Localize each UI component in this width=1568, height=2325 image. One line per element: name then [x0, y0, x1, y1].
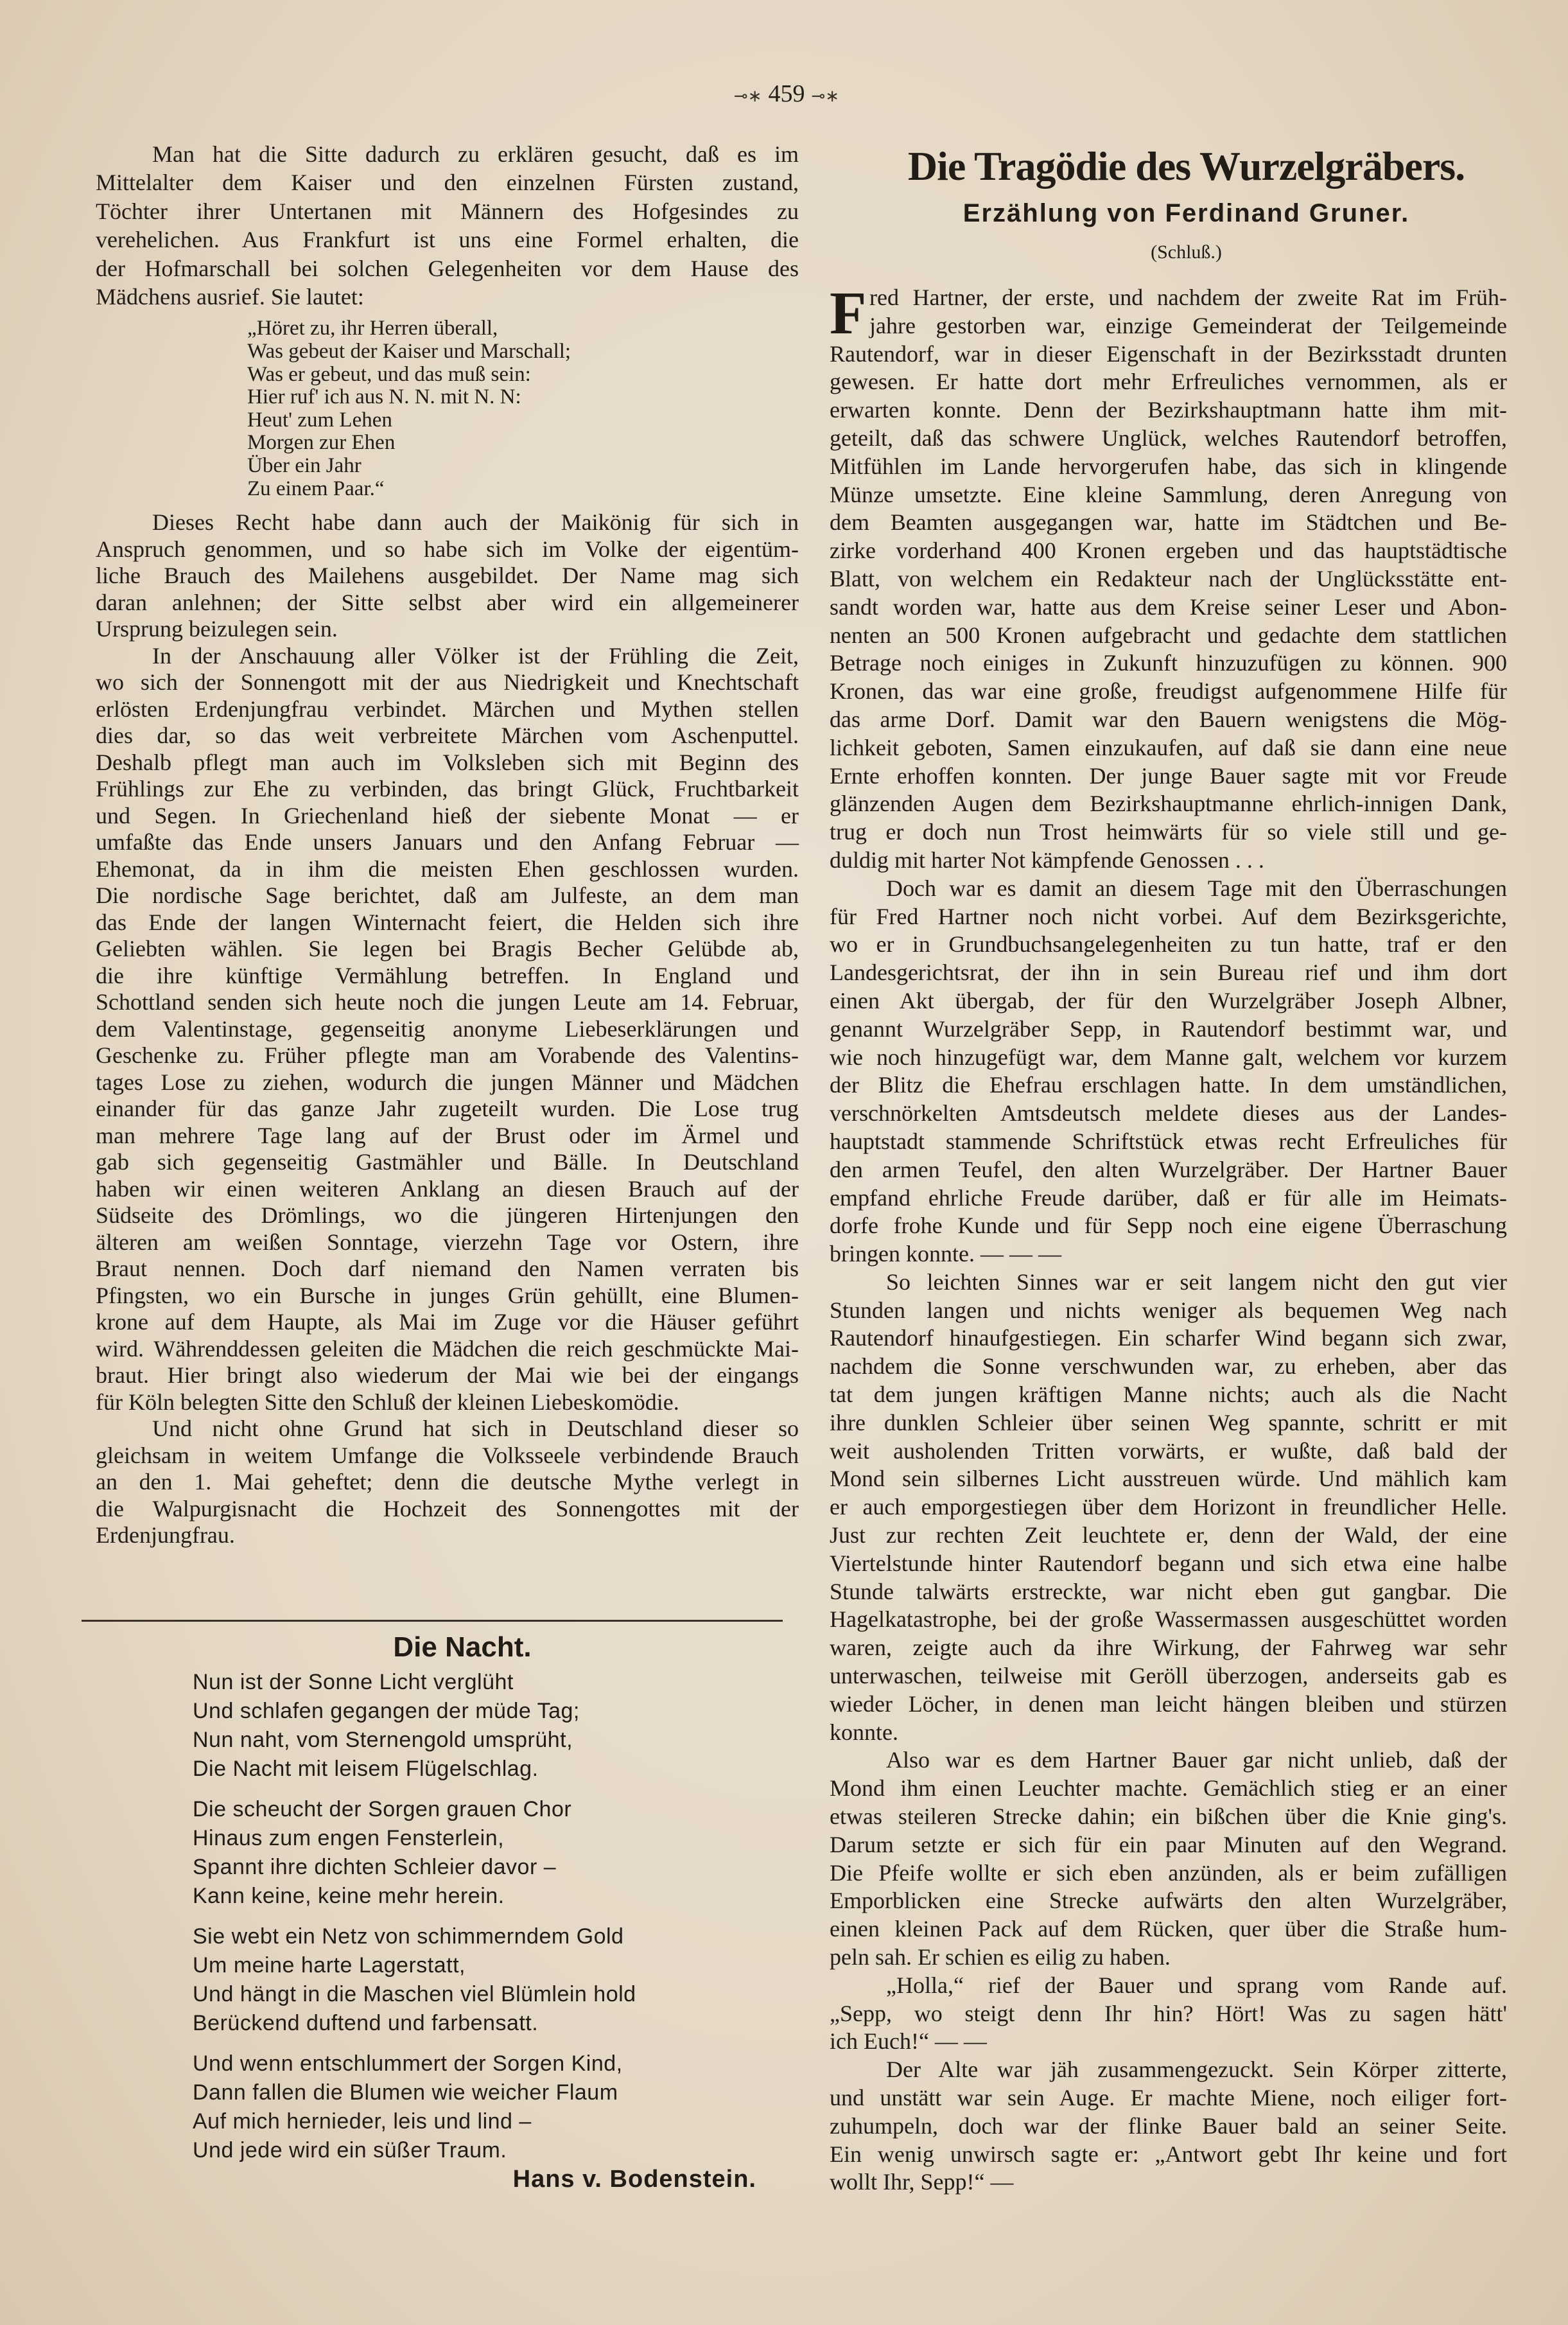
text-line: „Sepp, wo steigt denn Ihr hin? Hört! Was zu sagen hätt'	[830, 2000, 1507, 2026]
text-line: liche Brauch des Mailehens ausgebildet. Der Name mag sich	[96, 563, 799, 589]
verse-line: Morgen zur Ehen	[247, 431, 396, 455]
left-paragraph-1	[96, 140, 799, 311]
text-line: tages Lose zu ziehen, wodurch die jungen Männer und Mädchen	[96, 1069, 799, 1095]
page-number	[719, 80, 854, 108]
text-line: Mitfühlen im Lande hervorgerufen habe, das sich in klingende	[830, 453, 1507, 479]
text-line: gewesen. Er hatte dort mehr Erfreuliches vernommen, als er	[830, 369, 1507, 395]
text-line: Und nicht ohne Grund hat sich in Deutschland dieser so	[152, 1416, 799, 1442]
poem-stanza	[193, 1795, 636, 1911]
verse-line: Heut' zum Lehen	[247, 408, 392, 432]
text-line: duldig mit harter Not kämpfende Genossen . . .	[830, 847, 1264, 873]
text-line: krone auf dem Haupte, als Mai im Zuge vor die Häuser geführt	[96, 1309, 799, 1335]
story-continuation-note: (Schluß.)	[1151, 241, 1222, 263]
text-line: älteren am weißen Sonntage, vierzehn Tage vor Ostern, ihre	[96, 1229, 799, 1255]
paragraph	[830, 1972, 1507, 2056]
text-line: sandt worden war, hatte aus dem Kreise seiner Leser und Abon-	[830, 593, 1507, 620]
text-line: verschnörkelten Amtsdeutsch meldete dieses aus der Landes-	[830, 1100, 1507, 1127]
text-line: erwarten konnte. Denn der Bezirkshauptmann hatte ihm mit-	[830, 397, 1507, 423]
text-line: erlösten Erdenjungfrau verbindet. Märchen und Mythen stellen	[96, 696, 799, 722]
poem-line: Nun naht, vom Sternengold umsprüht,	[193, 1728, 573, 1752]
text-line: und Segen. In Griechenland hieß der siebente Monat — er	[96, 802, 799, 829]
text-line: wie noch hinzugefügt war, dem Manne galt, welchem vor kurzem	[830, 1044, 1507, 1070]
text-line: gleichsam in weitem Umfange die Volksseele verbindende Brauch	[96, 1442, 799, 1468]
text-line: einen kleinen Pack auf dem Rücken, quer über die Straße hum-	[830, 1916, 1507, 1942]
text-line: Pfingsten, wo ein Bursche in junges Grün gehüllt, eine Blumen-	[96, 1282, 799, 1308]
text-line: Landesgerichtsrat, der ihn in sein Bureau rief und ihm dort	[830, 960, 1507, 986]
poem-line: Auf mich hernieder, leis und lind –	[193, 2109, 532, 2134]
text-line: trug er doch nun Trost heimwärts für so viele still und ge-	[830, 819, 1507, 845]
text-line: Geliebten wählen. Sie legen bei Bragis Becher Gelübde ab,	[96, 936, 799, 962]
poem-line: Die scheucht der Sorgen grauen Chor	[193, 1797, 572, 1821]
verse-line: Hier ruf' ich aus N. N. mit N. N:	[247, 385, 521, 409]
poem-stanza	[193, 2049, 636, 2165]
text-line: Anspruch genommen, und so habe sich im Volke der eigentüm-	[96, 536, 799, 562]
text-line: Frühlings zur Ehe zu verbinden, das bringt Glück, Fruchtbarkeit	[96, 776, 799, 802]
verse-line: „Höret zu, ihr Herren überall,	[247, 317, 498, 340]
quoted-formula-verse	[247, 317, 799, 500]
verse-line: Was gebeut der Kaiser und Marschall;	[247, 339, 571, 363]
paragraph	[830, 875, 1507, 1268]
text-line: wollt Ihr, Sepp!“ —	[830, 2169, 1014, 2195]
text-line: dies dar, so das weit verbreitete Märchen vom Aschenputtel.	[96, 723, 799, 749]
text-line: die ihre künftige Vermählung betreffen. In England und	[96, 962, 799, 988]
ornament-left: ⊸∗	[733, 87, 762, 105]
text-line: Mädchens ausrief. Sie lautet:	[96, 283, 364, 310]
text-line: In der Anschauung aller Völker ist der Frühling die Zeit,	[152, 642, 799, 669]
text-line: Deshalb pflegt man auch im Volksleben sich mit Beginn des	[96, 749, 799, 775]
text-line: für Fred Hartner noch nicht vorbei. Auf dem Bezirksgerichte,	[830, 903, 1507, 929]
text-line: Kronen, das war eine große, freudigst aufgenommene Hilfe für	[830, 678, 1507, 705]
poem-line: Und schlafen gegangen der müde Tag;	[193, 1699, 580, 1723]
text-line: Dieses Recht habe dann auch der Maikönig für sich in	[152, 509, 799, 536]
text-line: glänzenden Augen dem Bezirkshauptmanne ehrlich-innigen Dank,	[830, 791, 1507, 817]
text-line: wo sich der Sonnengott mit der aus Niedrigkeit und Knechtschaft	[96, 669, 799, 696]
text-line: Betrage noch einiges in Zukunft hinzuzufügen zu können. 900	[830, 650, 1507, 676]
text-line: Stunde talwärts erstreckte, war nicht eben gut gangbar. Die	[830, 1578, 1507, 1604]
text-line: Viertelstunde hinter Rautendorf begann und sich etwa eine halbe	[830, 1550, 1507, 1576]
text-line: wieder Löcher, in denen man leicht hängen bleiben und stürzen	[830, 1690, 1507, 1717]
text-line: das Ende der langen Winternacht feiert, die Helden sich ihre	[96, 909, 799, 935]
text-line: Ein wenig unwirsch sagte er: „Antwort gebt Ihr keine und fort	[830, 2141, 1507, 2167]
text-line: dem Beamten ausgegangen war, hatte im Städtchen und Be-	[830, 509, 1507, 536]
page-number-text: 459	[768, 80, 805, 107]
story-title: Die Tragödie des Wurzelgräbers.	[907, 143, 1465, 189]
left-article	[96, 140, 799, 1549]
text-line: dorfe frohe Kunde und für Sepp noch eine eigene Überraschung	[830, 1213, 1507, 1239]
poem-line: Und hängt in die Maschen viel Blümlein hold	[193, 1982, 636, 2006]
text-line: einen Akt übergab, der für den Wurzelgräber Joseph Albner,	[830, 987, 1507, 1013]
text-line: Darum setzte er sich für ein paar Minuten auf den Wegrand.	[830, 1831, 1507, 1857]
text-line: „Holla,“ rief der Bauer und sprang vom Rande auf.	[886, 1972, 1507, 1998]
text-line: Geschenke zu. Früher pflegte man am Vorabende des Valentins-	[96, 1042, 799, 1069]
text-line: Schottland senden sich heute noch die jungen Leute am 14. Februar,	[96, 989, 799, 1015]
ornament-right: ⊸∗	[811, 87, 840, 105]
text-line: der Blitz die Ehefrau erschlagen hatte. In dem umständlichen,	[830, 1072, 1507, 1098]
text-line: daran anlehnen; der Sitte selbst aber wird ein allgemeinerer	[96, 589, 799, 615]
text-line: unterwaschen, teilweise mit Geröll überzogen, anderseits gab es	[830, 1663, 1507, 1689]
text-line: haben wir einen weiteren Anklang an diesen Brauch auf der	[96, 1175, 799, 1202]
text-line: braut. Hier bringt also wiederum der Mai wie bei der eingangs	[96, 1362, 799, 1389]
text-line: Mond ihm einen Leuchter machte. Gemächlich stieg er an einer	[830, 1775, 1507, 1802]
text-line: man mehrere Tage lang auf der Brust oder im Ärmel und	[96, 1122, 799, 1148]
drop-cap: F	[830, 280, 867, 347]
text-line: Mond sein silbernes Licht ausstreuen würde. Und mählich kam	[830, 1466, 1507, 1492]
text-line: zirke vorderhand 400 Kronen ergeben und das hauptstädtische	[830, 538, 1507, 564]
text-line: gab sich gegenseitig Gastmähler und Bälle. In Deutschland	[96, 1149, 799, 1175]
poem-line: Sie webt ein Netz von schimmerndem Gold	[193, 1924, 624, 1949]
text-line: etwas steileren Strecke dahin; ein bißchen über die Knie ging's.	[830, 1803, 1507, 1830]
text-line: wird. Währenddessen geleiten die Mädchen die reich geschmückte Mai-	[96, 1335, 799, 1362]
text-line: Der Alte war jäh zusammengezuckt. Sein Körper zitterte,	[886, 2057, 1507, 2083]
text-line: Die Pfeife wollte er sich eben anzünden, als er beim zufälligen	[830, 1859, 1507, 1886]
text-line: Braut nennen. Doch darf niemand den Namen verraten bis	[96, 1256, 799, 1282]
text-line: Töchter ihrer Untertanen mit Männern des Hofgesindes zu	[96, 198, 799, 224]
text-line: für Köln belegten Sitte den Schluß der kleinen Liebeskomödie.	[96, 1389, 679, 1415]
text-line: zuhumpeln, doch war der flinke Bauer bald an seiner Seite.	[830, 2112, 1507, 2139]
text-line: einander für das ganze Jahr zugeteilt wurden. Die Lose trug	[96, 1096, 799, 1122]
poem-line: Nun ist der Sonne Licht verglüht	[193, 1670, 514, 1694]
text-line: Erdenjungfrau.	[96, 1522, 235, 1549]
text-line: Doch war es damit an diesem Tage mit den Überraschungen	[886, 875, 1507, 901]
text-line: Münze umsetzte. Eine kleine Sammlung, deren Anregung von	[830, 481, 1507, 507]
text-line: Blatt, von welchem ein Redakteur nach der Unglücksstätte ent-	[830, 565, 1507, 592]
text-line: genannt Wurzelgräber Sepp, in Rautendorf bestimmt war, und	[830, 1015, 1507, 1042]
text-line: peln sah. Er schien es eilig zu haben.	[830, 1944, 1171, 1970]
text-line: Mittelalter dem Kaiser und den einzelnen Fürsten zustand,	[96, 170, 799, 196]
text-line: Rautendorf hinaufgestiegen. Ein scharfer Wind begann sich zwar,	[830, 1325, 1507, 1351]
poem-line: Und jede wird ein süßer Traum.	[193, 2138, 507, 2163]
text-line: dem Valentinstage, gegenseitig anonyme Liebeserklärungen und	[96, 1015, 799, 1042]
left-article-body	[96, 509, 799, 1549]
text-line: Rautendorf, war in dieser Eigenschaft in der Bezirksstadt drunten	[830, 340, 1507, 367]
paragraph	[830, 1746, 1507, 1971]
text-line: Südseite des Drömlings, wo die jüngeren Hirtenjungen den	[96, 1202, 799, 1229]
text-line: Emporblicken eine Strecke aufwärts den alten Wurzelgräber,	[830, 1888, 1507, 1914]
text-line: ihre dunklen Schleier über seinen Weg spannte, schritt er mit	[830, 1409, 1507, 1435]
text-line: an den 1. Mai geheftet; denn die deutsche Mythe verlegt in	[96, 1469, 799, 1495]
paragraph	[96, 1416, 799, 1549]
poem-line: Die Nacht mit leisem Flügelschlag.	[193, 1757, 539, 1781]
text-line: den armen Teufel, den alten Wurzelgräber. Der Hartner Bauer	[830, 1156, 1507, 1182]
poem-line: Hinaus zum engen Fensterlein,	[193, 1826, 505, 1850]
story-subtitle: Erzählung von Ferdinand Gruner.	[963, 199, 1410, 227]
poem-stanza	[193, 1922, 636, 2038]
paragraph	[830, 1268, 1507, 1747]
text-line: nachdem die Sonne verschwunden war, zu erheben, aber das	[830, 1353, 1507, 1380]
text-line: empfand ehrliche Freude darüber, daß er für alle im Heimats-	[830, 1184, 1507, 1211]
text-line: jahre gestorben war, einzige Gemeinderat der Teilgemeinde	[869, 312, 1507, 338]
text-line: und unstätt war sein Auge. Er machte Miene, noch eiliger fort-	[830, 2085, 1507, 2110]
text-line: Also war es dem Hartner Bauer gar nicht unlieb, daß der	[886, 1747, 1507, 1773]
text-line: konnte.	[830, 1719, 898, 1745]
text-line: er auch emporgestiegen über dem Horizont in freundlicher Helle.	[830, 1494, 1507, 1520]
text-line: Stunden langen und nichts weniger als bequemen Weg nach	[830, 1297, 1507, 1323]
verse-line: Zu einem Paar.“	[247, 477, 385, 500]
text-line: geteilt, daß das schwere Unglück, welches Rautendorf betroffen,	[830, 425, 1507, 451]
text-line: Man hat die Sitte dadurch zu erklären gesucht, daß es im	[152, 141, 799, 167]
paragraph	[96, 509, 799, 643]
text-line: nenten an 500 Kronen aufgebracht und gedachte dem stattlichen	[830, 622, 1507, 648]
text-line: Ehemonat, da in ihm die meisten Ehen geschlossen wurden.	[96, 855, 799, 882]
poem-line: Spannt ihre dichten Schleier davor –	[193, 1855, 557, 1879]
text-line: ich Euch!“ — —	[830, 2028, 987, 2055]
verse-line: Was er gebeut, und das muß sein:	[247, 362, 531, 386]
text-line: die Walpurgisnacht die Hochzeit des Sonnengottes mit der	[96, 1495, 799, 1522]
poem-title: Die Nacht.	[393, 1631, 532, 1663]
text-line: lichkeit geboten, Samen einzukaufen, auf daß sie dann eine neue	[830, 734, 1507, 760]
text-line: das arme Dorf. Damit war den Bauern wenigstens die Mög-	[830, 706, 1507, 732]
text-line: Hagelkatastrophe, bei der große Wassermassen ausgeschüttet worden	[830, 1606, 1507, 1633]
text-line: bringen konnte. — — —	[830, 1241, 1061, 1267]
text-line: weit ausholenden Tritten vorwärts, er wußte, daß bald der	[830, 1437, 1507, 1464]
poem-line: Um meine harte Lagerstatt,	[193, 1953, 466, 1978]
text-line: So leichten Sinnes war er seit langem nicht den gut vier	[886, 1268, 1507, 1295]
text-line: hauptstadt stammende Schriftstück etwas recht Erfreuliches für	[830, 1128, 1507, 1154]
text-line: red Hartner, der erste, und nachdem der zweite Rat im Früh-	[869, 285, 1507, 310]
text-line: waren, zeigte auch da ihre Wirkung, der Fahrweg war sehr	[830, 1635, 1507, 1661]
text-line: der Hofmarschall bei solchen Gelegenheiten vor dem Hause des	[96, 255, 799, 281]
poem-author: Hans v. Bodenstein.	[512, 2166, 756, 2193]
poem-line: Und wenn entschlummert der Sorgen Kind,	[193, 2051, 623, 2076]
poem-line: Dann fallen die Blumen wie weicher Flaum	[193, 2080, 618, 2105]
paragraph	[830, 2056, 1507, 2197]
poem-body	[193, 1668, 636, 2177]
text-line: umfaßte das Ende unsers Januars und den Anfang Februar —	[96, 829, 799, 855]
verse-line: Über ein Jahr	[247, 453, 362, 477]
poem-stanza	[193, 1668, 636, 1784]
section-divider	[82, 1620, 783, 1622]
paragraph	[96, 643, 799, 1416]
text-line: tat dem jungen kräftigen Manne nichts; auch als die Nacht	[830, 1382, 1507, 1408]
text-line: Die nordische Sage berichtet, daß am Julfeste, an dem man	[96, 882, 799, 909]
text-line: Just zur rechten Zeit leuchtete er, denn der Wald, der eine	[830, 1522, 1507, 1549]
text-line: wo er in Grundbuchsangelegenheiten zu tun hatte, traf er den	[830, 931, 1507, 958]
text-line: verehelichen. Aus Frankfurt ist uns eine Formel erhalten, die	[96, 227, 799, 253]
story-body	[830, 280, 1507, 2197]
paragraph	[830, 280, 1507, 875]
poem-line: Kann keine, keine mehr herein.	[193, 1884, 505, 1908]
poem-line: Berückend duftend und farbensatt.	[193, 2011, 539, 2035]
text-line: Ursprung beizulegen sein.	[96, 616, 338, 642]
text-line: Ernte erhoffen konnten. Der junge Bauer sagte mit vor Freude	[830, 762, 1507, 789]
